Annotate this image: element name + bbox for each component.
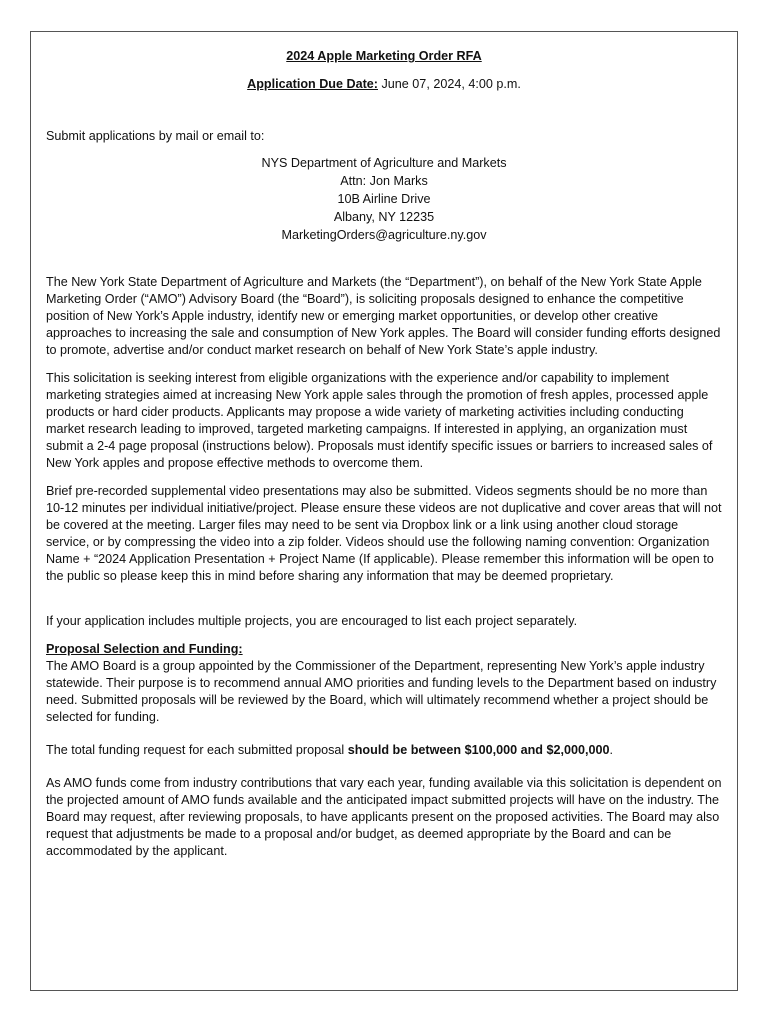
address-line: Albany, NY 12235 — [333, 210, 435, 224]
funding-range: should be between $100,000 and $2,000,000 — [347, 743, 610, 757]
paragraph-multiple-projects: If your application includes multiple projects, you are encouraged to list each project separately. — [46, 614, 578, 628]
address-line: 10B Airline Drive — [337, 192, 431, 206]
section-heading: Proposal Selection and Funding: — [46, 642, 243, 656]
document-body — [46, 48, 722, 860]
document-page — [30, 31, 738, 991]
due-date-value: June 07, 2024, 4:00 p.m. — [378, 77, 521, 91]
due-date-label: Application Due Date: — [247, 77, 378, 91]
paragraph-board: The AMO Board is a group appointed by the Commissioner of the Department, representing New York’s apple industry statewide. Their purpose is to recommend annual AMO priorities and funding levels to the Department based on industry need. Submitted proposals will be reviewed by the Board, which will ultimately recommend whether a project should be selected for funding. — [46, 659, 717, 724]
paragraph-funding — [46, 742, 722, 759]
address-line: Attn: Jon Marks — [340, 174, 428, 188]
paragraph-video: Brief pre-recorded supplemental video presentations may also be submitted. Videos segments should be no more than 10-12 minutes per individual initiative/project. Please ensure these videos are not duplicative and cover areas that will not be covered at the meeting. Larger files may need to be sent via Dropbox link or a link using another cloud storage service, or by compressing the video into a zip folder. Videos should use the following naming convention: Organization Name + “2024 Application Presentation + Project Name (If applicable). Please remember this information will be open to the public so please keep this in mind before sharing any information that may be deemed proprietary. — [46, 484, 722, 583]
mailing-address — [46, 154, 722, 244]
address-line: NYS Department of Agriculture and Markets — [261, 156, 507, 170]
paragraph-overview: The New York State Department of Agriculture and Markets (the “Department”), on behalf of the New York State Apple Marketing Order (“AMO”) Advisory Board (the “Board”), is soliciting proposals designed to enhance the competitive position of New York’s Apple industry, identify new or emerging market opportunities, or develop other creative approaches to increasing the sale and consumption of New York apples. The Board will consider funding efforts designed to promote, advertise and/or conduct market research on behalf of New York State’s apple industry. — [46, 275, 721, 357]
due-date-line — [46, 76, 722, 93]
paragraph-amo-funds: As AMO funds come from industry contributions that vary each year, funding available via this solicitation is dependent on the projected amount of AMO funds available and the anticipated impact submitted projects will have on the industry. The Board may request, after reviewing proposals, to have applicants present on the proposed activities. The Board may also request that adjustments be made to a proposal and/or budget, as deemed appropriate by the Board and can be accommodated by the applicant. — [46, 776, 722, 858]
submit-intro: Submit applications by mail or email to: — [46, 129, 265, 143]
paragraph-solicitation: This solicitation is seeking interest from eligible organizations with the experience and/or capability to implement marketing strategies aimed at increasing New York apple sales through the promotion of fresh apples, processed apple products or hard cider products. Applicants may propose a wide variety of marketing activities including conducting market research leading to improved, targeted marketing campaigns. If interested in applying, an organization must submit a 2-4 page proposal (instructions below). Proposals must identify specific issues or barriers to increased sales of New York apples and propose effective methods to overcome them. — [46, 371, 713, 470]
document-title: 2024 Apple Marketing Order RFA — [286, 49, 482, 63]
contact-email: MarketingOrders@agriculture.ny.gov — [281, 228, 487, 242]
funding-text: The total funding request for each submitted proposal — [46, 743, 348, 757]
funding-end: . — [609, 743, 614, 757]
